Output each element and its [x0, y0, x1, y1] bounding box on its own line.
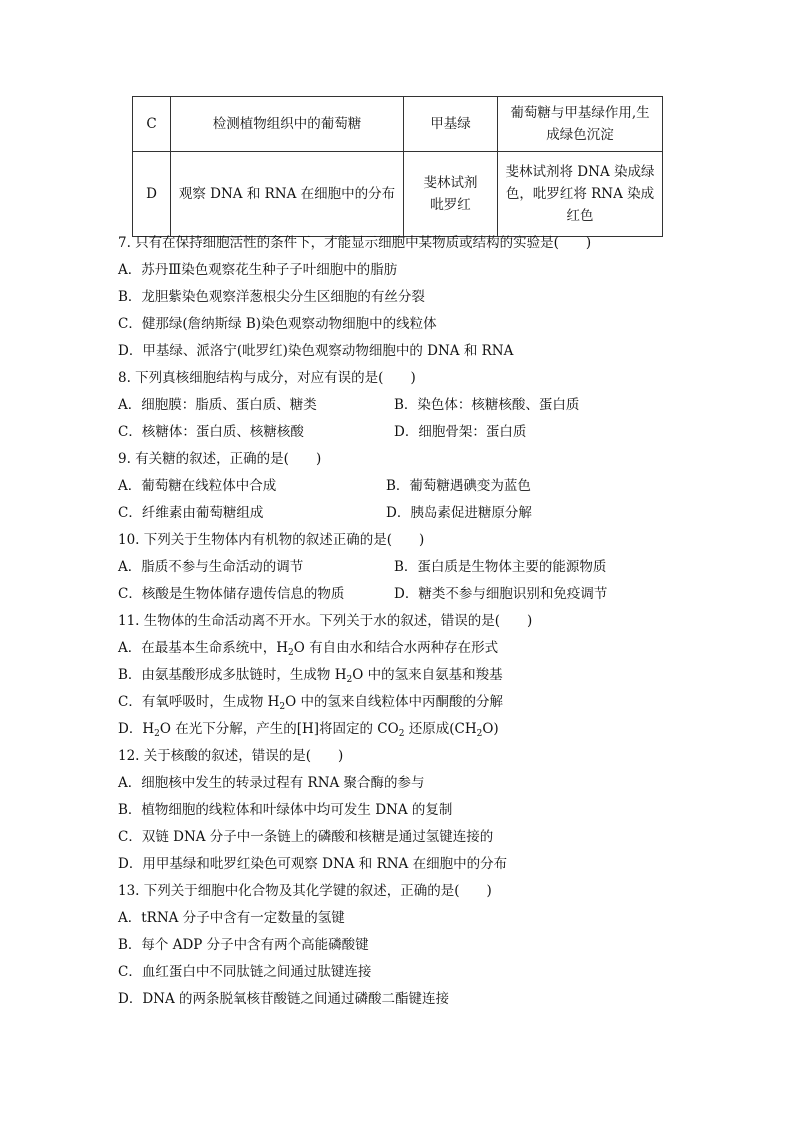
table-row — [133, 152, 663, 237]
result-line: 成绿色沉淀 — [546, 127, 614, 143]
answer-option: D．细胞骨架：蛋白质 — [394, 424, 527, 440]
answer-option: D．用甲基绿和吡罗红染色可观察 DNA 和 RNA 在细胞中的分布 — [118, 856, 508, 872]
reagent-line: 吡罗红 — [430, 197, 471, 213]
question-stem: 13. 下列关于细胞中化合物及其化学键的叙述，正确的是( ) — [118, 883, 492, 899]
answer-option: C．核糖体：蛋白质、核糖核酸 — [118, 424, 304, 440]
question-stem: 10. 下列关于生物体内有机物的叙述正确的是( ) — [118, 532, 425, 548]
answer-option: D．DNA 的两条脱氧核苷酸链之间通过磷酸二酯键连接 — [118, 991, 449, 1007]
answer-option: A．tRNA 分子中含有一定数量的氢键 — [118, 910, 345, 926]
answer-option: C．纤维素由葡萄糖组成 — [118, 505, 264, 521]
answer-option: A．在最基本生命系统中，$H_2O$ 有自由水和结合水两种存在形式 — [118, 640, 499, 658]
result-line: 葡萄糖与甲基绿作用,生 — [510, 105, 650, 121]
question-stem: 11. 生物体的生命活动离不开水。下列关于水的叙述，错误的是( ) — [118, 613, 533, 629]
answer-option: B．龙胆紫染色观察洋葱根尖分生区细胞的有丝分裂 — [118, 289, 425, 305]
question-stem: 12. 关于核酸的叙述，错误的是( ) — [118, 748, 344, 764]
option-pair — [118, 502, 678, 529]
table-row — [133, 97, 663, 152]
answer-option: C．双链 DNA 分子中一条链上的磷酸和核糖是通过氢键连接的 — [118, 829, 494, 845]
reagent-line: 斐林试剂 — [423, 175, 478, 191]
reagent-cell — [404, 152, 498, 237]
answer-option: D．糖类不参与细胞识别和免疫调节 — [394, 586, 608, 602]
answer-option: A．葡萄糖在线粒体中合成 — [118, 478, 277, 494]
answer-option: B．葡萄糖遇碘变为蓝色 — [386, 478, 531, 494]
question-list — [118, 232, 678, 1015]
answer-option: B．植物细胞的线粒体和叶绿体中均可发生 DNA 的复制 — [118, 802, 453, 818]
answer-option: C．有氧呼吸时，生成物 $H_2O$ 中的氢来自线粒体中丙酮酸的分解 — [118, 694, 503, 712]
question-stem: 7. 只有在保持细胞活性的条件下，才能显示细胞中某物质或结构的实验是( ) — [118, 235, 592, 251]
option-pair — [118, 475, 678, 502]
answer-option: A．细胞膜：脂质、蛋白质、糖类 — [118, 397, 317, 413]
answer-option: A．细胞核中发生的转录过程有 RNA 聚合酶的参与 — [118, 775, 425, 791]
experiment-cell: 检测植物组织中的葡萄糖 — [171, 97, 404, 152]
answer-option: C．血红蛋白中不同肽链之间通过肽键连接 — [118, 964, 372, 980]
reagent-cell: 甲基绿 — [404, 97, 498, 152]
answer-option: B．由氨基酸形成多肽链时，生成物 $H_2O$ 中的氢来自氨基和羧基 — [118, 667, 503, 685]
option-pair — [118, 583, 678, 610]
result-cell — [498, 152, 663, 237]
question-stem: 8. 下列真核细胞结构与成分，对应有误的是( ) — [118, 370, 416, 386]
option-pair — [118, 394, 678, 421]
option-pair — [118, 556, 678, 583]
option-letter: C — [133, 97, 171, 152]
answer-option: A．苏丹Ⅲ染色观察花生种子子叶细胞中的脂肪 — [118, 262, 398, 278]
option-pair — [118, 421, 678, 448]
result-line: 斐林试剂将 DNA 染成绿 — [505, 164, 655, 180]
option-letter: D — [133, 152, 171, 237]
answer-option: B．染色体：核糖核酸、蛋白质 — [394, 397, 580, 413]
answer-option: B．每个 ADP 分子中含有两个高能磷酸键 — [118, 937, 369, 953]
result-line: 色，吡罗红将 RNA 染成 — [505, 186, 655, 202]
result-cell — [498, 97, 663, 152]
answer-option: A．脂质不参与生命活动的调节 — [118, 559, 304, 575]
answer-option: B．蛋白质是生物体主要的能源物质 — [394, 559, 607, 575]
result-line: 红色 — [566, 208, 594, 224]
answer-option: C．健那绿(詹纳斯绿 B)染色观察动物细胞中的线粒体 — [118, 316, 437, 332]
answer-option: D．$H_2O$ 在光下分解，产生的[H]将固定的 $CO_2$ 还原成$(CH_2O)$ — [118, 721, 499, 739]
answer-option: C．核酸是生物体储存遗传信息的物质 — [118, 586, 345, 602]
answer-option: D．甲基绿、派洛宁(吡罗红)染色观察动物细胞中的 DNA 和 RNA — [118, 343, 514, 359]
experiment-cell: 观察 DNA 和 RNA 在细胞中的分布 — [171, 152, 404, 237]
answer-option: D．胰岛素促进糖原分解 — [386, 505, 532, 521]
options-table — [132, 96, 663, 237]
question-stem: 9. 有关糖的叙述，正确的是( ) — [118, 451, 322, 467]
